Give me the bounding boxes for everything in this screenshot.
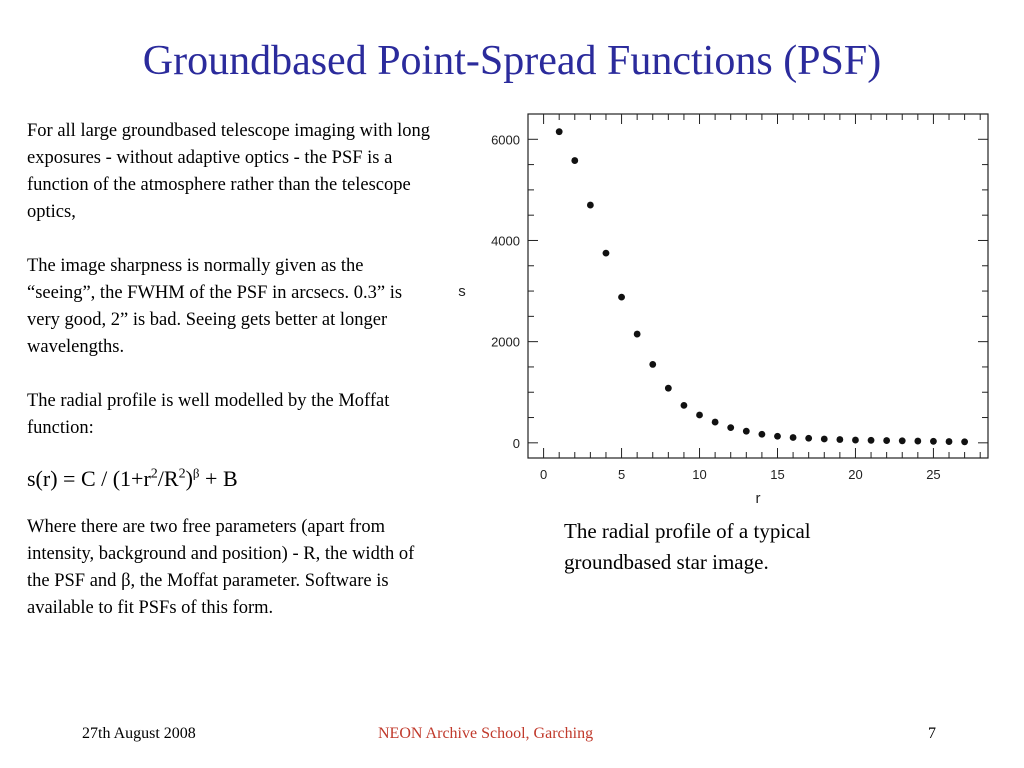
formula-sup-beta: β bbox=[192, 465, 200, 481]
x-tick-label: 5 bbox=[617, 467, 626, 482]
data-point bbox=[805, 435, 812, 442]
data-point bbox=[696, 412, 703, 419]
formula-sup-1: 2 bbox=[150, 466, 158, 482]
y-tick-label: 2000 bbox=[491, 334, 520, 350]
formula-part-1: s(r) = C / (1+r bbox=[27, 466, 151, 491]
page-number: 7 bbox=[928, 725, 936, 742]
paragraph-free-parameters-b: , the Moffat parameter. Software is available to fit PSFs of this form. bbox=[27, 571, 389, 618]
data-point bbox=[930, 438, 937, 445]
y-tick-label: 0 bbox=[512, 435, 520, 451]
formula-part-2: /R bbox=[157, 466, 179, 491]
y-tick-label: 6000 bbox=[491, 132, 520, 148]
data-point bbox=[649, 361, 656, 368]
radial-profile-chart bbox=[440, 100, 1000, 510]
chart-axes bbox=[528, 114, 988, 458]
x-tick-label: 15 bbox=[770, 467, 785, 482]
data-point bbox=[743, 428, 750, 435]
x-axis-label: r bbox=[755, 490, 761, 507]
formula-part-3: ) bbox=[185, 466, 193, 491]
chart-ticks bbox=[528, 114, 988, 458]
y-tick-label: 4000 bbox=[491, 233, 520, 249]
data-point bbox=[961, 438, 968, 445]
footer-date: 27th August 2008 bbox=[82, 725, 196, 742]
moffat-formula bbox=[27, 464, 432, 494]
paragraph-moffat-intro: The radial profile is well modelled by the Moffat function: bbox=[27, 391, 390, 438]
paragraph-psf-atmosphere: For all large groundbased telescope imaging with long exposures - without adaptive optics - the PSF is a function of the atmosphere rather than the telescope optics, bbox=[27, 121, 430, 222]
chart-points bbox=[556, 128, 968, 445]
data-point bbox=[946, 438, 953, 445]
data-point bbox=[758, 431, 765, 438]
data-point bbox=[883, 437, 890, 444]
x-tick-label: 25 bbox=[926, 467, 941, 482]
data-point bbox=[868, 437, 875, 444]
paragraph-seeing: The image sharpness is normally given as the “seeing”, the FWHM of the PSF in arcsecs. 0.3” is very good, 2” is bad. Seeing gets better at longer wavelengths. bbox=[27, 256, 403, 357]
formula-part-4: + B bbox=[199, 466, 238, 491]
data-point bbox=[790, 434, 797, 441]
data-point bbox=[836, 436, 843, 443]
data-point bbox=[821, 436, 828, 443]
data-point bbox=[618, 294, 625, 301]
x-tick-label: 10 bbox=[692, 467, 707, 482]
data-point bbox=[634, 331, 641, 338]
body-text bbox=[27, 118, 432, 622]
data-point bbox=[571, 157, 578, 164]
slide-title: Groundbased Point-Spread Functions (PSF) bbox=[142, 38, 882, 84]
data-point bbox=[556, 128, 563, 135]
paragraph-free-parameters-a: Where there are two free parameters (apart from intensity, background and position) - R, the width of the PSF and bbox=[27, 517, 415, 591]
chart-caption: The radial profile of a typical groundbased star image. bbox=[564, 519, 811, 574]
beta-symbol: β bbox=[121, 571, 131, 591]
footer-event: NEON Archive School, Garching bbox=[378, 725, 594, 742]
data-point bbox=[899, 437, 906, 444]
data-point bbox=[587, 202, 594, 209]
x-tick-label: 20 bbox=[848, 467, 863, 482]
chart-tick-labels bbox=[491, 132, 941, 482]
data-point bbox=[914, 438, 921, 445]
formula-sup-2: 2 bbox=[178, 466, 186, 482]
data-point bbox=[665, 385, 672, 392]
plot-frame bbox=[528, 114, 988, 458]
paragraph-free-parameters bbox=[27, 514, 432, 622]
data-point bbox=[603, 250, 610, 257]
data-point bbox=[712, 419, 719, 426]
data-point bbox=[681, 402, 688, 409]
x-tick-label: 0 bbox=[539, 467, 548, 482]
data-point bbox=[852, 437, 859, 444]
data-point bbox=[727, 424, 734, 431]
y-axis-label: s bbox=[458, 283, 466, 301]
data-point bbox=[774, 433, 781, 440]
